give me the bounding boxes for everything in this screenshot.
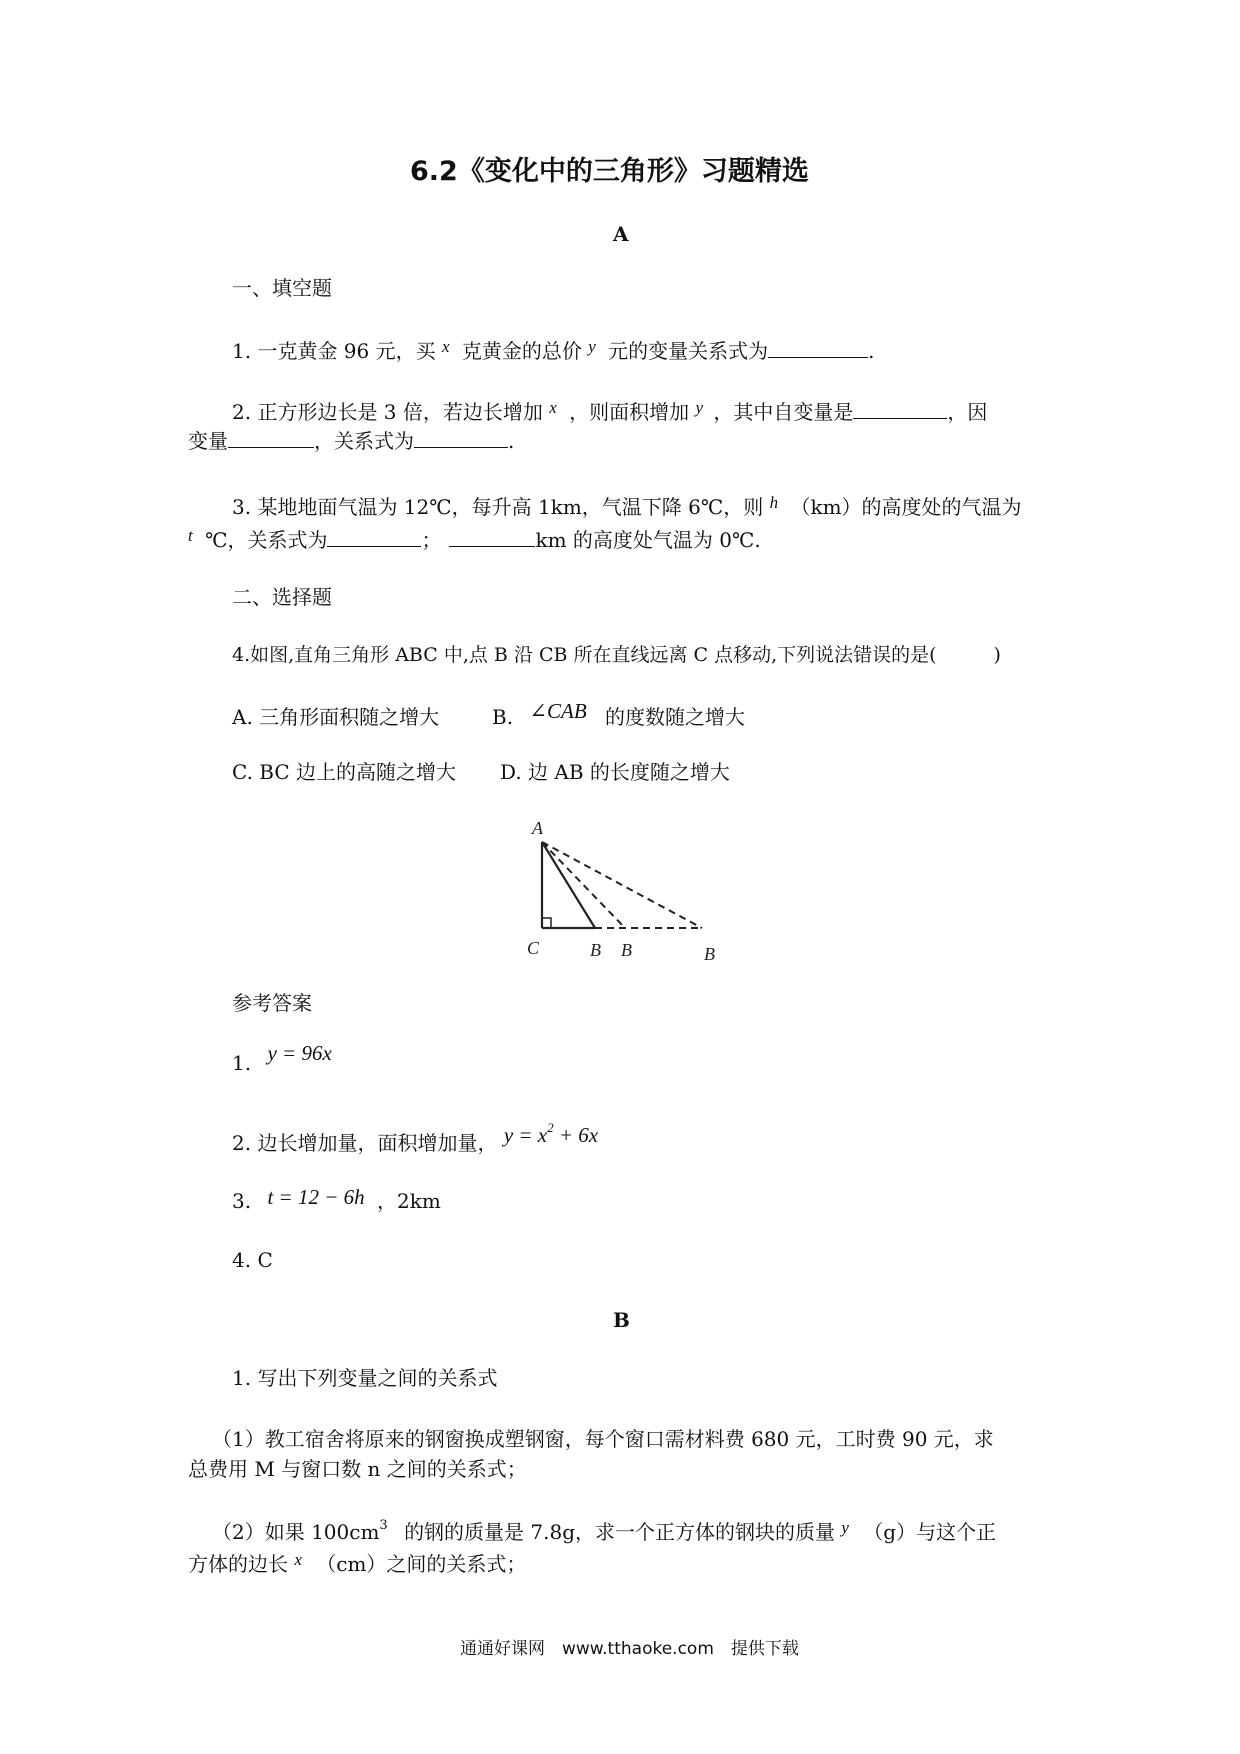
- q2-text-d: ，因: [947, 400, 988, 424]
- part2-heading: 二、选择题: [232, 585, 332, 609]
- question-3-line1: [232, 493, 1022, 519]
- q2-end: .: [508, 429, 515, 453]
- answer-3: [232, 1185, 441, 1213]
- right-angle-mark: [542, 918, 551, 928]
- dashed-ab3: [542, 842, 702, 928]
- q1-end: .: [868, 339, 875, 363]
- answer-3-num: 3.: [232, 1189, 252, 1213]
- q2-relation-blank[interactable]: [414, 446, 508, 448]
- q1-var-y: y: [588, 337, 596, 356]
- q4-option-d: D. 边 AB 的长度随之增大: [500, 760, 730, 784]
- dashed-ab2: [542, 842, 625, 928]
- b1-part2-text-e: （cm）之间的关系式；: [316, 1552, 527, 1576]
- question-4: 4.如图,直角三角形 ABC 中,点 B 沿 CB 所在直线远离 C 点移动,下列说法错误的是( ): [232, 644, 1001, 666]
- q4-option-a: A. 三角形面积随之增大: [232, 705, 440, 729]
- question-3-line2: [188, 526, 761, 552]
- side-ab: [542, 842, 595, 928]
- label-b3: B: [704, 944, 715, 964]
- q4-option-b-label: B.: [492, 705, 514, 729]
- b1-part2-line2: [188, 1550, 527, 1576]
- label-c: C: [527, 938, 540, 958]
- answer-3-expr: t = 12 − 6h: [267, 1185, 365, 1209]
- q1-answer-blank[interactable]: [768, 356, 868, 358]
- q1-text-c: 元的变量关系式为: [608, 339, 769, 363]
- triangle-figure: [520, 818, 780, 968]
- q1-text-b: 克黄金的总价: [461, 339, 582, 363]
- q4-option-b-text: 的度数随之增大: [605, 705, 746, 729]
- b1-part1-line1: （1）教工宿舍将原来的钢窗换成塑钢窗，每个窗口需材料费 680 元，工时费 90 元，求: [212, 1427, 994, 1451]
- b1-part2-text-c: （g）与这个正: [863, 1520, 997, 1544]
- page-title: 6.2《变化中的三角形》习题精选: [410, 156, 809, 187]
- question-2-line2: [188, 431, 514, 451]
- label-b1: B: [590, 940, 601, 960]
- answer-4: 4. C: [232, 1248, 273, 1272]
- part1-heading: 一、填空题: [232, 276, 332, 300]
- section-b-label: B: [613, 1308, 630, 1332]
- q2-text-f: ，关系式为: [314, 429, 414, 453]
- q4-option-b-angle: ∠CAB: [529, 699, 587, 723]
- q3-text-d: ；: [421, 528, 442, 552]
- answer-2-expr: $y = x^2 + 6x$: [503, 1120, 599, 1147]
- question-2-line1: [232, 398, 988, 424]
- answer-2-text: 2. 边长增加量，面积增加量，: [232, 1131, 498, 1155]
- answers-heading: 参考答案: [232, 991, 312, 1015]
- answer-1-num: 1.: [232, 1051, 252, 1075]
- b1-part1-line2: 总费用 M 与窗口数 n 之间的关系式；: [188, 1457, 527, 1481]
- q2-dependent-blank[interactable]: [228, 446, 314, 448]
- q4-option-b: [492, 699, 746, 729]
- q2-var-y: y: [695, 398, 704, 417]
- answer-3-tail: ，2km: [377, 1189, 441, 1213]
- q1-text-a: 1. 一克黄金 96 元，买: [232, 339, 436, 363]
- answer-2: [232, 1120, 599, 1155]
- q4-option-c: C. BC 边上的高随之增大: [232, 760, 457, 784]
- b1-part2-var-y: y: [841, 1518, 849, 1537]
- page-footer: 通通好课网 www.tthaoke.com 提供下载: [460, 1639, 799, 1659]
- b1-part2-line1: [212, 1518, 997, 1544]
- b1-part2-text-b: 的钢的质量是 7.8g，求一个正方体的钢块的质量: [404, 1520, 836, 1544]
- label-a: A: [532, 818, 543, 838]
- q2-text-e: 变量: [188, 429, 228, 453]
- q3-var-h: h: [769, 493, 779, 512]
- answer-1-expr: y = 96x: [267, 1041, 332, 1065]
- b1-part2-text-d: 方体的边长: [188, 1552, 288, 1576]
- b1-heading: 1. 写出下列变量之间的关系式: [232, 1366, 498, 1390]
- q1-var-x: x: [441, 337, 450, 356]
- b1-part2-text-a: （2）如果 100cm: [212, 1520, 380, 1544]
- q2-independent-blank[interactable]: [853, 417, 947, 419]
- answer-1: [232, 1041, 332, 1075]
- q2-text-b: ，则面积增加: [569, 400, 690, 424]
- q3-var-t: t: [188, 526, 193, 545]
- b1-part2-var-x: x: [294, 1550, 302, 1569]
- q3-text-a: 3. 某地地面气温为 12℃，每升高 1km，气温下降 6℃，则: [232, 495, 764, 519]
- b1-part2-exp: 3: [379, 1518, 388, 1533]
- q2-text-a: 2. 正方形边长是 3 倍，若边长增加: [232, 400, 543, 424]
- q2-var-x: x: [549, 398, 557, 417]
- q2-text-c: ，其中自变量是: [713, 400, 854, 424]
- q3-text-b: （km）的高度处的气温为: [790, 495, 1022, 519]
- q3-text-c: ℃，关系式为: [205, 528, 328, 552]
- q3-height-blank[interactable]: [449, 545, 535, 547]
- section-a-label: A: [613, 222, 629, 246]
- label-b2: B: [621, 940, 632, 960]
- q3-relation-blank[interactable]: [327, 545, 421, 547]
- q3-text-e: km 的高度处气温为 0℃.: [535, 528, 761, 552]
- question-1: [232, 337, 875, 363]
